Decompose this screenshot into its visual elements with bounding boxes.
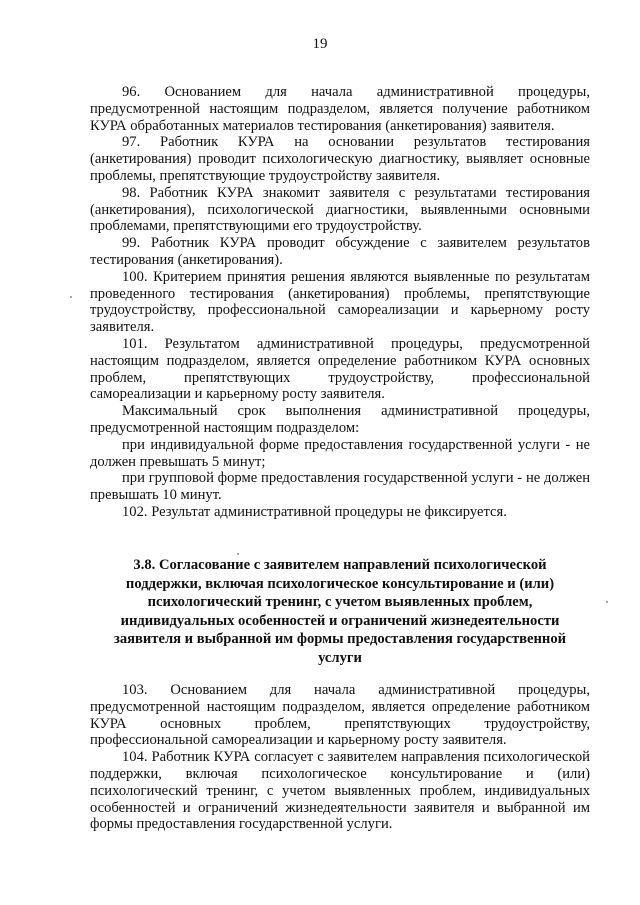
paragraph-102: 102. Результат административной процедуры не фиксируется. [122,503,507,520]
paragraph-group-form: при групповой форме предоставления государственной услуги - не должен превышать 10 минут. [90,470,590,504]
scan-speck [70,296,72,298]
paragraph-103: 103. Основанием для начала административной процедуры, предусмотренной настоящим подразделом, является определение работником КУРА основных проблем, препятствующих трудоустройству, профессиональной самореализации и карьерному росту заявителя. [90,682,590,749]
paragraph-99: 99. Работник КУРА проводит обсуждение с заявителем результатов тестирования (анкетирования). [90,235,590,268]
paragraph-96: 96. Основанием для начала административной процедуры, предусмотренной настоящим подразделом, является получение работником КУРА обработанных материалов тестирования (анкетирования) заявителя. [90,84,590,134]
paragraph-104: 104. Работник КУРА согласует с заявителем направления психологической поддержки, включая психологическое консультирование и (или) психологический тренинг, с учетом выявленных проблем, индивидуальных особенностей и ограничений жизнедеятельности заявителя и выбранной им формы предоставления государственной услуги. [90,749,590,833]
section-heading: 3.8. Согласование с заявителем направлений психологической поддержки, включая психологическое консультирование и (или) психологический тренинг, с учетом выявленных проблем, индивидуальных особенностей и ограничений жизнедеятельности заявителя и выбранной им формы предоставления государственной услуги [113,557,567,666]
paragraph-individual-form: при индивидуальной форме предоставления государственной услуги - не должен превышать 5 минут; [90,436,590,470]
scan-speck [237,553,239,555]
paragraph-100: 100. Критерием принятия решения являются выявленные по результатам проведенного тестирования (анкетирования) проблемы, препятствующие трудоустройству, профессиональной самореализации и карьерному росту заявителя. [90,268,590,336]
paragraph-98: 98. Работник КУРА знакомит заявителя с результатами тестирования (анкетирования), психологической диагностики, выявленными основными проблемами, препятствующими его трудоустройству. [90,184,590,235]
paragraph-97: 97. Работник КУРА на основании результатов тестирования (анкетирования) проводит психологическую диагностику, выявляет основные проблемы, препятствующие трудоустройству заявителя. [90,134,590,184]
paragraph-max-time: Максимальный срок выполнения административной процедуры, предусмотренной настоящим подразделом: [90,403,590,436]
main-text [90,84,590,521]
scan-speck [606,601,608,603]
section-text [90,682,590,833]
paragraph-101: 101. Результатом административной процедуры, предусмотренной настоящим подразделом, является определение работником КУРА основных проблем, препятствующих трудоустройству, профессиональной самореализации и карьерному росту заявителя. [90,335,590,403]
page-number: 19 [312,36,328,52]
